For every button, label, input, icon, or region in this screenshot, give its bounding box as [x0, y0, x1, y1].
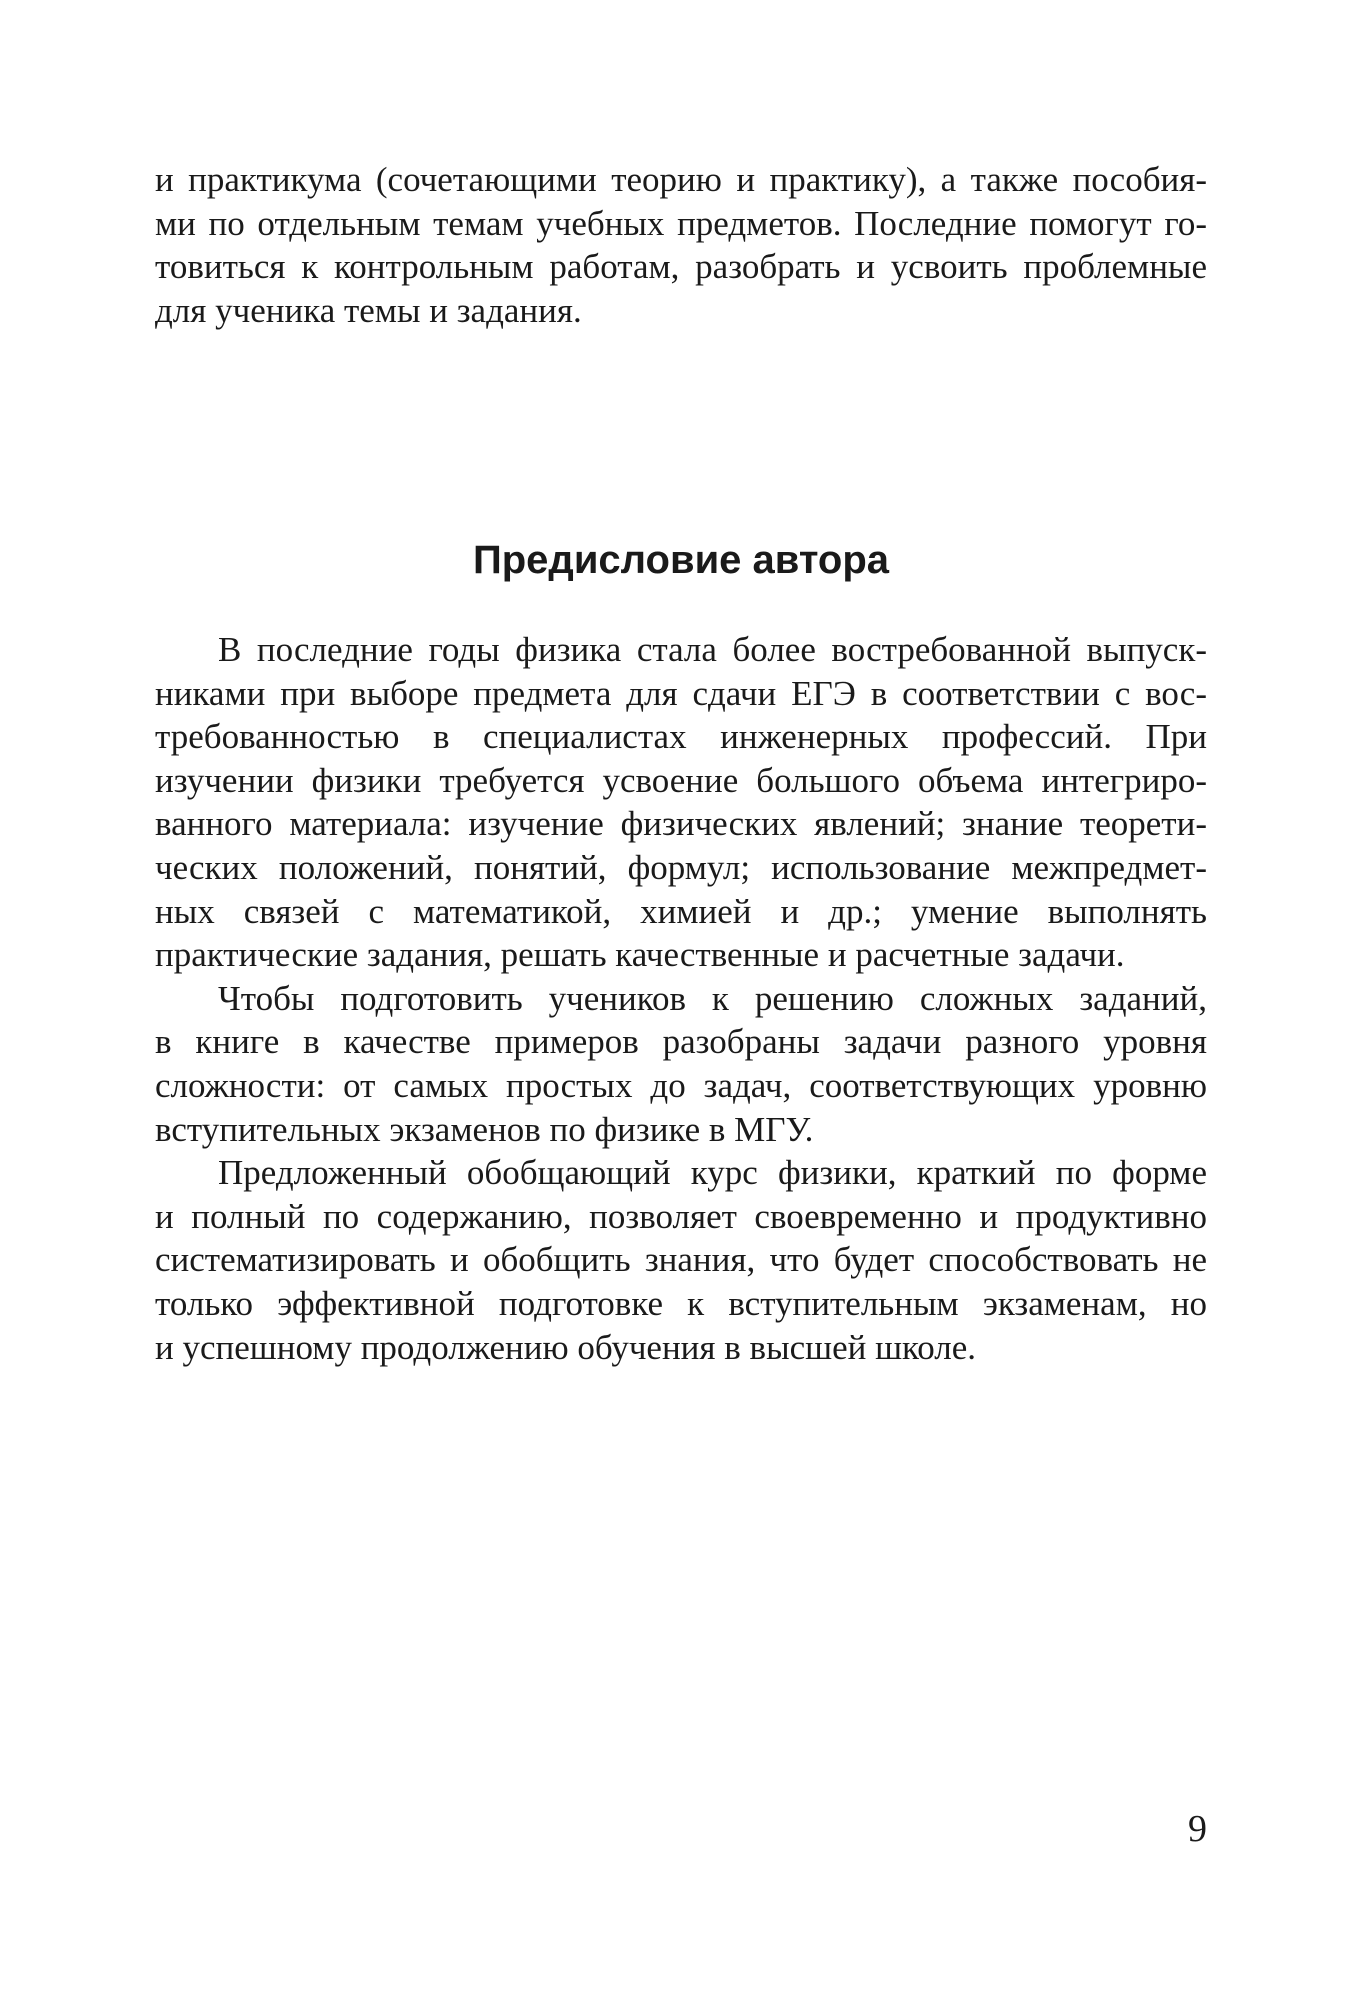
- text-line: ческих положений, понятий, формул; использование межпредмет-: [155, 847, 1207, 887]
- intro-paragraph: [155, 158, 1207, 332]
- text-line: Предложенный обобщающий курс физики, краткий по форме: [218, 1153, 1207, 1193]
- text-line: сложности: от самых простых до задач, соответствующих уровню: [155, 1065, 1207, 1105]
- text-line: В последние годы физика стала более востребованной выпуск-: [218, 630, 1207, 669]
- text-line: товиться к контрольным работам, разобрать и усвоить проблемные: [155, 247, 1207, 287]
- text-line: Чтобы подготовить учеников к решению сложных заданий,: [218, 978, 1207, 1018]
- paragraph-3: [155, 1151, 1207, 1369]
- text-line: для ученика темы и задания.: [155, 290, 582, 330]
- text-line: и полный по содержанию, позволяет своевременно и продуктивно: [155, 1196, 1207, 1236]
- text-line: практические задания, решать качественные и расчетные задачи.: [155, 935, 1125, 975]
- text-line: ных связей с математикой, химией и др.; умение выполнять: [155, 891, 1207, 931]
- text-line: ванного материала: изучение физических явлений; знание теорети-: [155, 804, 1207, 844]
- text-line: изучении физики требуется усвоение большого объема интегриро-: [155, 760, 1207, 800]
- text-line: в книге в качестве примеров разобраны задачи разного уровня: [155, 1022, 1207, 1062]
- text-line: и успешному продолжению обучения в высшей школе.: [155, 1327, 977, 1367]
- text-line: только эффективной подготовке к вступительным экзаменам, но: [155, 1283, 1207, 1323]
- text-line: систематизировать и обобщить знания, что будет способствовать не: [155, 1240, 1207, 1280]
- paragraph-2: [155, 977, 1207, 1151]
- section-heading: Предисловие автора: [473, 538, 889, 582]
- page-number: 9: [1188, 1808, 1207, 1850]
- text-line: никами при выборе предмета для сдачи ЕГЭ в соответствии с вос-: [155, 673, 1207, 713]
- text-line: вступительных экзаменов по физике в МГУ.: [155, 1109, 814, 1149]
- preface-body: [155, 628, 1207, 1369]
- text-line: и практикума (сочетающими теорию и практику), а также пособия-: [155, 160, 1207, 199]
- paragraph-1: [155, 628, 1207, 977]
- text-line: ми по отдельным темам учебных предметов. Последние помогут го-: [155, 203, 1207, 243]
- text-line: требованностью в специалистах инженерных профессий. При: [155, 717, 1207, 757]
